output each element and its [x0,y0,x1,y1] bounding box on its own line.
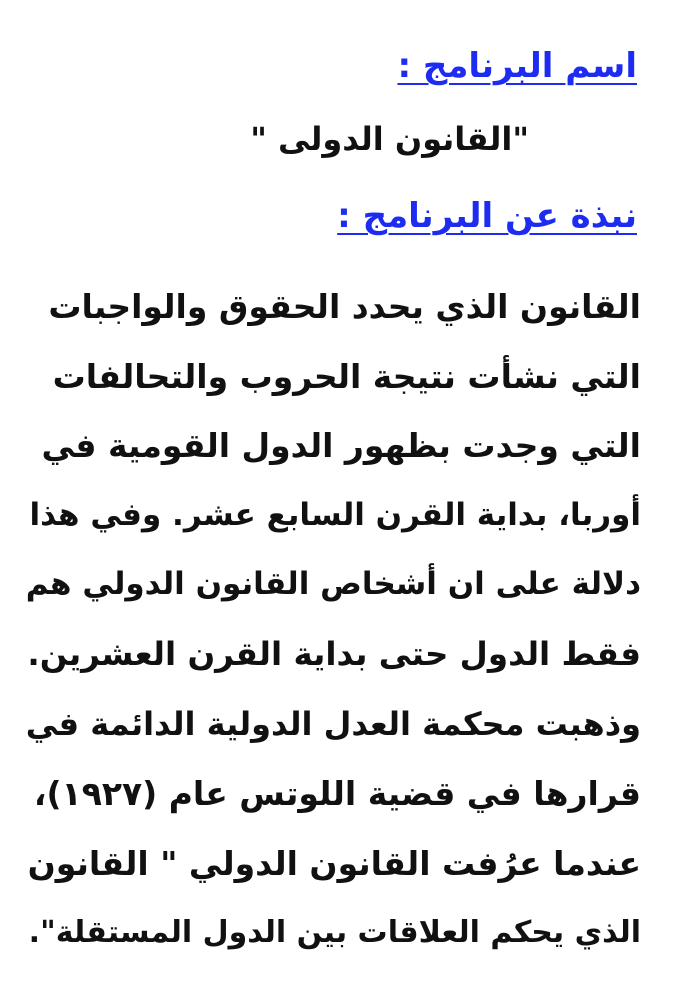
description-line: الذي يحكم العلاقات بين الدول المستقلة". [28,915,641,951]
description-line: القانون الذي يحدد الحقوق والواجبات [48,287,641,326]
program-name: "القانون الدولى " [250,120,529,158]
description-line: أوربا، بداية القرن السابع عشر. وفي هذا [29,496,641,533]
description-line: فقط الدول حتى بداية القرن العشرين. [27,634,641,673]
about-program-heading: نبذة عن البرنامج : [337,196,637,236]
description-line: التي نشأت نتيجة الحروب والتحالفات [52,356,641,396]
description-line: التي وجدت بظهور الدول القومية في [41,426,641,466]
description-line: عندما عرُفت القانون الدولي " القانون [27,843,641,883]
program-description [24,272,641,968]
description-line: دلالة على ان أشخاص القانون الدولي هم [25,566,641,603]
program-name-heading: اسم البرنامج : [397,46,637,86]
description-line: قرارها في قضية اللوتس عام (١٩٢٧)، [33,774,641,814]
description-line: وذهبت محكمة العدل الدولية الدائمة في [25,704,641,743]
